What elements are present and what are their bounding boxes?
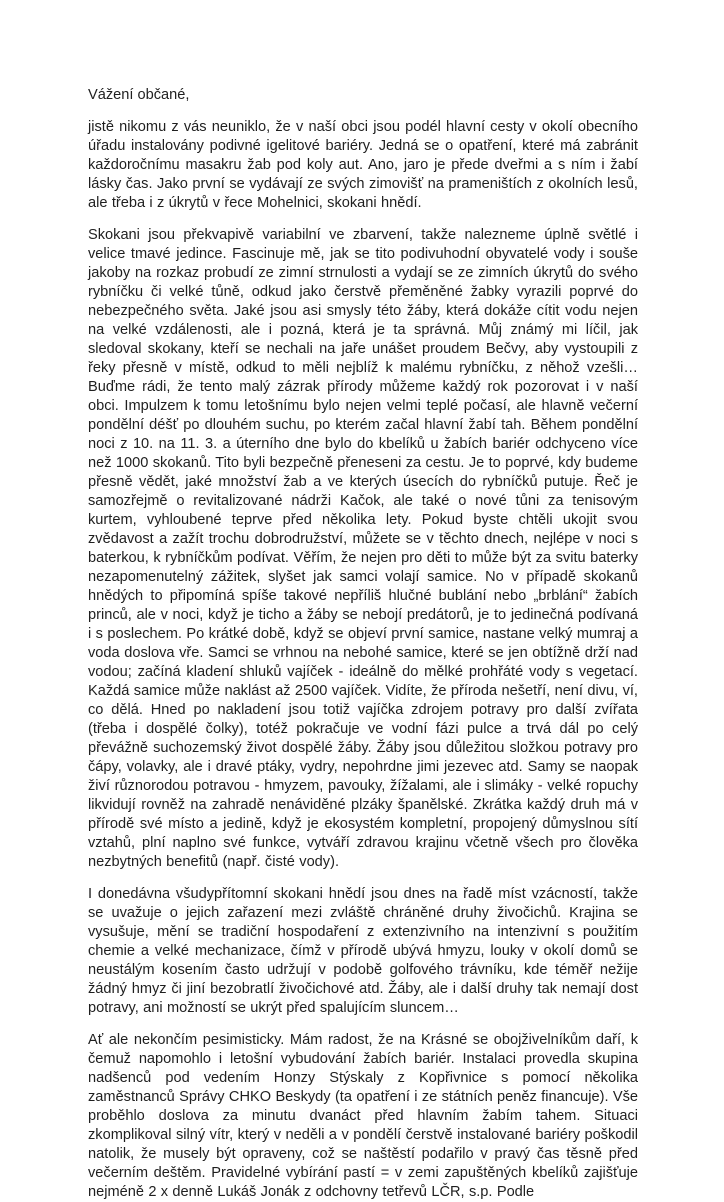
paragraph-optimistic-ending: Ať ale nekončím pesimisticky. Mám radost, že na Krásné se obojživelníkům daří, k čemuž napomohlo i letošní vybudování žabích bariér. Instalaci provedla skupina nadšenců pod vedením Honzy Stýskaly z Kopřivnice s pomocí několika zaměstnanců Správy CHKO Beskydy (ta opatření i ze státních peněz financuje). Vše proběhlo doslova za minutu dvanáct před hlavním žabím tahem. Situaci zkomplikoval silný vítr, který v neděli a v pondělí čerstvě instalované bariéry poškodil natolik, že musely být opraveny, což se naštěstí podařilo v pravý čas těsně před večerním deštěm. Pravidelné vybírání pastí = v zemi zapuštěných kbelíků zajišťuje nejméně 2 x denně Lukáš Jonák z odchovny tetřevů LČR, s.p. Podle: [88, 1032, 638, 1200]
paragraph-frog-biology: Skokani jsou překvapivě variabilní ve zbarvení, takže nalezneme úplně světlé i velice tmavé jedince. Fascinuje mě, jak se tito podivuhodní obyvatelé vody i souše jakoby na rozkaz probudí ze zimní strnulosti a vydají se ze zimních úkrytů do svého rybníčku či velké tůně, odkud jako čerstvě přeměněné žabky vyrazili poprvé do nebezpečného světa. Jaké jsou asi smysly této žáby, která dokáže cítit vodu nejen na velké vzdálenosti, ale i pozná, která je ta správná. Můj známý mi líčil, jak sledoval skokany, kteří se nechali na jaře unášet proudem Bečvy, aby vystoupili z řeky přesně v místě, odkud to měli nejblíž k malému rybníčku, z něhož vzešli… Buďme rádi, že tento malý zázrak přírody můžeme každý rok pozorovat i v naší obci. Impulzem k tomu letošnímu bylo nejen velmi teplé počasí, ale hlavně večerní pondělní déšť po dlouhém suchu, po kterém začal hlavní žabí tah. Během pondělní noci z 10. na 11. 3. a úterního dne bylo do kbelíků u žabích bariér odchyceno více než 1000 skokanů. Tito byli bezpečně přeneseni za cestu. Je to poprvé, kdy budeme přesně vědět, jaké množství žab a ve kterých úsecích do rybníčků putuje. Řeč je samozřejmě o revitalizované nádrži Kačok, ale také o nové tůni za tenisovým kurtem, vyhloubené teprve před několika lety. Pokud byste chtěli ukojit svou zvědavost a zažít trochu dobrodružství, můžete se v těchto dnech, nejlépe v noci s baterkou, k rybníčkům podívat. Věřím, že nejen pro děti to může být za svitu baterky nezapomenutelný zážitek, slyšet jak samci volají samice. No v případě skokanů hnědých to připomíná spíše takové nepříliš hlučné bublání nebo „brblání“ žabích princů, ale v noci, když je ticho a žáby se nebojí predátorů, je to jedinečná podívaná i s poslechem. Po krátké době, když se objeví první samice, nastane velký mumraj a voda doslova vře. Samci se vrhnou na nebohé samice, které se jen obtížně drží nad vodou; začíná kladení shluků vajíček - ideálně do mělké prohřáté vody s vegetací. Každá samice může naklást až 2500 vajíček. Vidíte, že příroda nešetří, není divu, ví, co dělá. Hned po nakladení jsou totiž vajíčka zdrojem potravy pro další zvířata (třeba i dospělé čolky), totéž pokračuje ve vodní fázi pulce a trvá dál po celý převážně suchozemský život dospělé žáby. Žáby jsou důležitou složkou potravy pro čápy, volavky, ale i dravé ptáky, vydry, nepohrdne jimi jezevec atd. Samy se naopak živí různorodou potravou - hmyzem, pavouky, žížalami, ale i slimáky - velké ropuchy likvidují rovněž na zahradě nenáviděné plzáky španělské. Zkrátka každý druh má v přírodě své místo a jedině, když je ekosystém kompletní, propojený důmyslnou sítí vztahů, plní naplno své funkce, vytváří zdravou krajinu včetně všech pro člověka nezbytných benefitů (např. čisté vody).: [88, 227, 638, 870]
document-body: [88, 86, 638, 1202]
paragraph-intro-barriers: jistě nikomu z vás neuniklo, že v naší obci jsou podél hlavní cesty v okolí obecního úřadu instalovány podivné igelitové bariéry. Jedná se o opatření, které má zabránit každoročnímu masakru žab pod koly aut. Ano, jaro je přede dveřmi a s ním i žabí lásky čas. Jako první se vydávají ze svých zimovišť na prameništích z okolních lesů, ale třeba i z úkrytů v řece Mohelnici, skokani hnědí.: [88, 119, 638, 211]
paragraph-rarity-landscape: I donedávna všudypřítomní skokani hnědí jsou dnes na řadě míst vzácností, takže se uvažuje o jejich zařazení mezi zvláště chráněné druhy živočichů. Krajina se vysušuje, mění se tradiční hospodaření z extenzivního na intenzivní s použitím chemie a velké mechanizace, čímž v přírodě ubývá hmyzu, louky v okolí domů se neustálým kosením často udržují v podobě golfového trávníku, kde téměř nežije žádný hmyz či jiní bezobratlí živočichové atd. Žáby, ale i další druhy tak nemají dost potravy, ani možností se ukrýt před spalujícím sluncem…: [88, 886, 638, 1016]
salutation: Vážení občané,: [88, 87, 190, 103]
